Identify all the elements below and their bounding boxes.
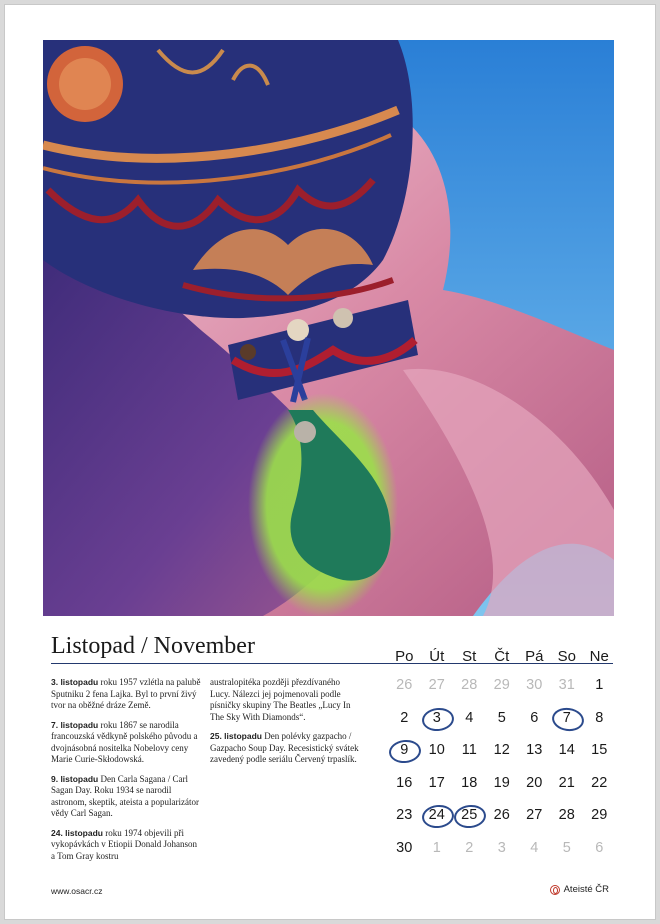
day-cell: 8 xyxy=(595,709,604,726)
day-cell-other-month: 29 xyxy=(493,677,510,693)
weekday-label: Pá xyxy=(525,648,544,665)
day-cell: 30 xyxy=(396,839,413,856)
day-cell-other-month: 6 xyxy=(595,839,604,856)
day-cell: 17 xyxy=(428,774,445,791)
calendar-week xyxy=(388,702,618,735)
day-cell: 16 xyxy=(396,774,413,791)
day-cell-marked: 24 xyxy=(421,799,454,832)
weekday-label: Ne xyxy=(589,648,609,665)
day-cell-marked: 7 xyxy=(551,702,584,735)
calendar-week xyxy=(388,669,618,702)
weekday-header xyxy=(388,645,618,669)
note-24-listopadu: 24. listopadu roku 1974 objevili při vykopávkách v Etiopii Donald Johanson a Tom Gray kostru xyxy=(51,827,197,861)
weekday-label: Út xyxy=(429,648,445,665)
month-calendar xyxy=(388,645,618,864)
brand-name: Ateisté ČR xyxy=(563,884,609,895)
day-cell: 15 xyxy=(591,742,608,758)
day-cell: 18 xyxy=(461,774,478,791)
day-cell-other-month: 30 xyxy=(526,677,543,693)
day-cell-other-month: 2 xyxy=(465,839,474,856)
ateiste-logo-icon xyxy=(550,885,560,895)
weekday-label: Čt xyxy=(494,648,510,665)
day-cell: 26 xyxy=(493,807,510,823)
calendar-week xyxy=(388,734,618,767)
brand-footer xyxy=(550,884,609,895)
note-9-listopadu: 9. listopadu Den Carla Sagana / Carl Sagan Day. Roku 1934 se narodil astronom, skeptik, ateista a popularizátor vědy Carl Sagan. xyxy=(51,773,199,818)
day-cell: 19 xyxy=(493,774,510,791)
website-url[interactable]: www.osacr.cz xyxy=(51,886,103,896)
day-cell-marked: 25 xyxy=(453,799,486,832)
day-cell: 29 xyxy=(591,807,608,823)
day-cell-other-month: 3 xyxy=(497,839,506,856)
calendar-week xyxy=(388,832,618,865)
day-cell: 27 xyxy=(526,807,543,823)
day-cell-other-month: 31 xyxy=(558,677,575,693)
note-25-listopadu: 25. listopadu Den polévky gazpacho / Gazpacho Soup Day. Recesistický svátek zavedený podle seriálu Červený trpaslík. xyxy=(210,731,359,764)
day-cell: 21 xyxy=(558,774,575,791)
note-24-listopadu-continued: australopitéka později přezdívaného Lucy. Nálezci jej pojmenovali podle písničky skupiny The Beatles „Lucy In The Sky With Diamonds“. xyxy=(210,677,351,722)
day-cell: 28 xyxy=(558,807,575,823)
day-cell: 14 xyxy=(558,742,575,758)
balloon-illustration xyxy=(43,40,614,616)
day-cell-other-month: 26 xyxy=(396,677,413,693)
day-cell-other-month: 5 xyxy=(562,839,571,856)
calendar-week xyxy=(388,799,618,832)
day-cell: 23 xyxy=(396,807,413,823)
day-cell: 2 xyxy=(400,709,409,726)
day-cell: 13 xyxy=(526,742,543,758)
weekday-label: So xyxy=(557,648,576,665)
day-cell: 12 xyxy=(493,742,510,758)
day-cell: 20 xyxy=(526,774,543,791)
note-3-listopadu: 3. listopadu roku 1957 vzlétla na palubě Sputniku 2 fena Lajka. Byl to první živý tvor na oběžné dráze Země. xyxy=(51,677,201,710)
month-title: Listopad / November xyxy=(51,633,255,659)
hot-air-balloon-illustration xyxy=(43,40,614,616)
calendar-page xyxy=(4,4,656,920)
day-cell-other-month: 1 xyxy=(432,839,441,856)
calendar-week xyxy=(388,767,618,800)
day-cell: 10 xyxy=(428,742,445,758)
day-cell: 4 xyxy=(465,709,474,726)
day-cell: 22 xyxy=(591,774,608,791)
note-7-listopadu: 7. listopadu roku 1867 se narodila francouzská vědkyně polského původu a dvojnásobná nositelka Nobelovy ceny Marie Curie-Skłodowská. xyxy=(51,719,198,764)
day-cell-other-month: 28 xyxy=(461,677,478,693)
day-cell-other-month: 27 xyxy=(428,677,445,693)
day-cell-marked: 9 xyxy=(388,734,421,767)
day-cell-other-month: 4 xyxy=(530,839,539,856)
day-cell: 6 xyxy=(530,709,539,726)
weekday-label: Po xyxy=(395,648,414,665)
day-cell: 11 xyxy=(461,742,477,758)
day-cell: 5 xyxy=(497,709,506,726)
day-cell: 1 xyxy=(595,677,604,693)
notes-column-1 xyxy=(51,677,201,870)
notes-column-2 xyxy=(210,677,360,774)
day-cell-marked: 3 xyxy=(421,702,454,735)
weekday-label: St xyxy=(462,648,477,665)
